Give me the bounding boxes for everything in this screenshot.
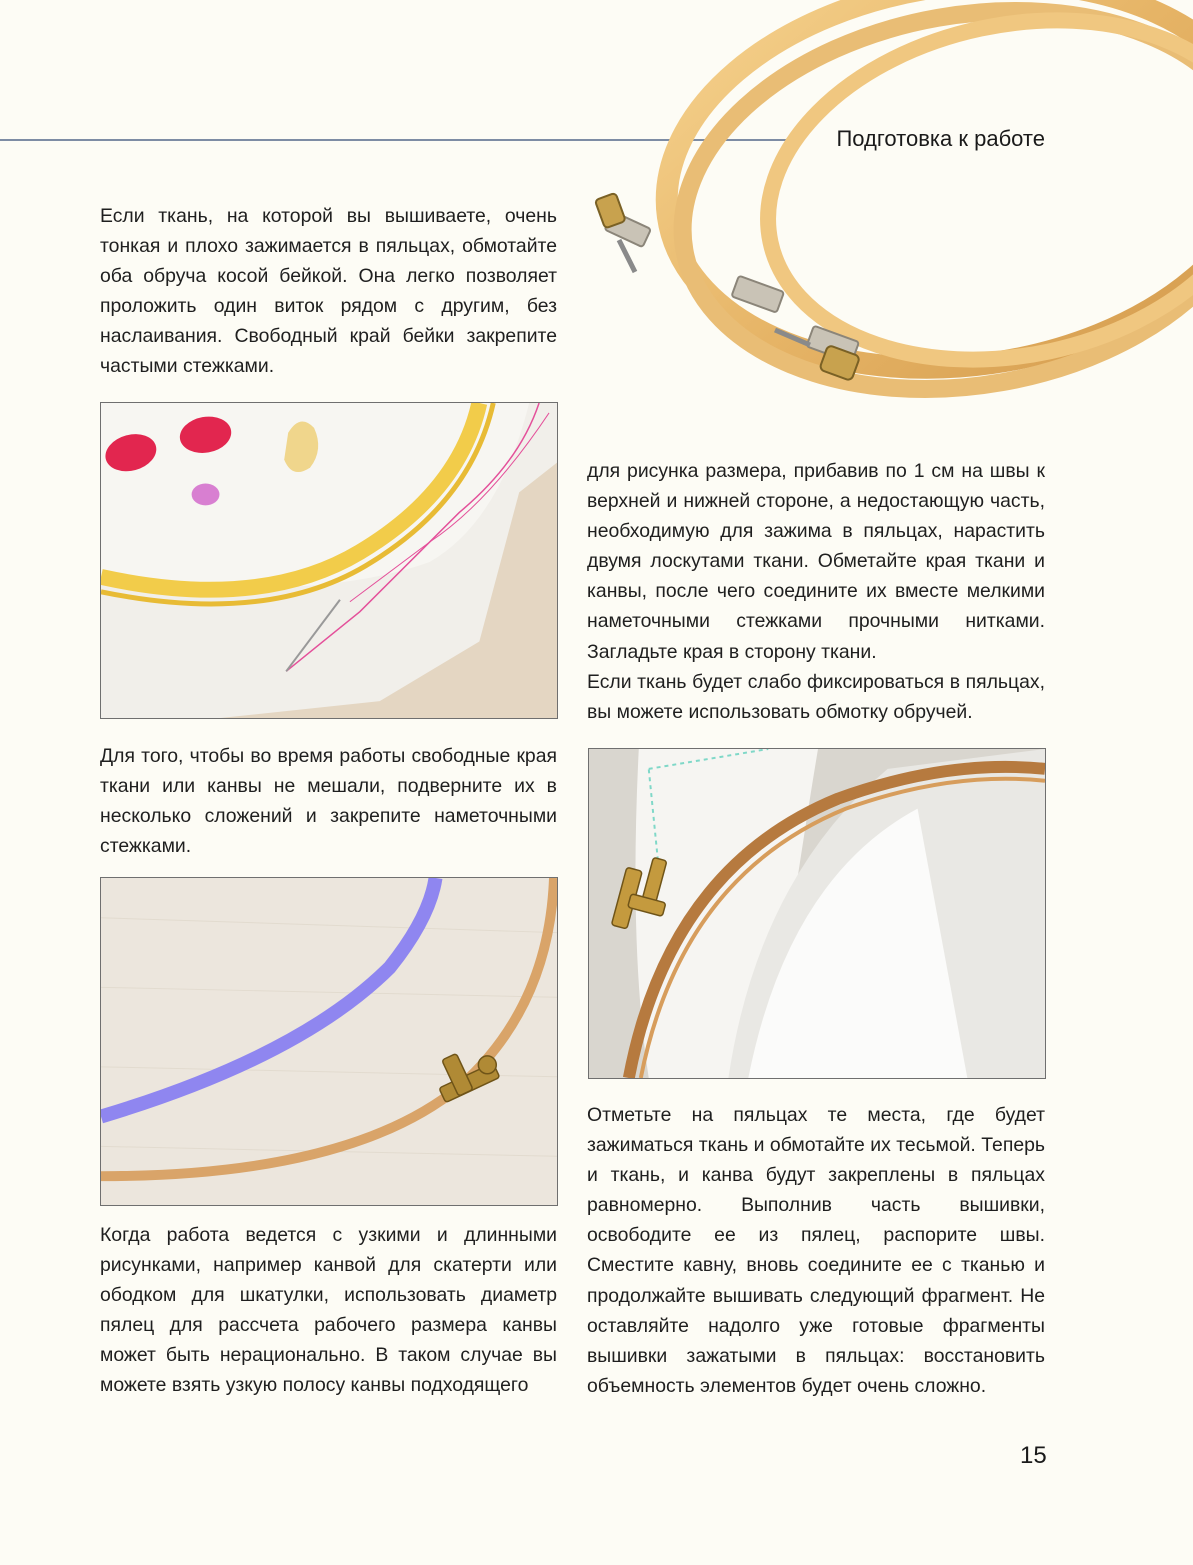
page-number: 15 (1020, 1442, 1047, 1469)
paragraph: Отметьте на пяльцах те места, где будет зажиматься ткань и обмотайте их тесьмой. Теперь и ткань, и канва будут закреплены в пяльцах равномерно. Выполнив часть вышивки, освободите ее из пялец, распорите швы. Сместите кавну, вновь соедините ее с тканью и продолжайте вышивать следующий фрагмент. Не оставляйте надолго уже готовые фрагменты вышивки зажатыми в пяльцах: восстановить объемность элементов будет очень сложно. (587, 1104, 1045, 1397)
paragraph: Когда работа ведется с узкими и длинными рисунками, например канвой для скатерти или ободком для шкатулки, использовать диаметр пялец для рассчета рабочего размера канвы может быть нерационально. В таком случае вы можете взять узкую полосу канвы подходящего (100, 1224, 557, 1397)
paragraph: для рисунка размера, прибавив по 1 см на швы к верхней и нижней стороне, а недостающую часть, необходимую для зажима в пяльцах, нарастить двумя лоскутами ткани. Обметайте края ткани и канвы, после чего соедините их вместе мелкими наметочными стежками прочными нитками. Загладьте края в сторону ткани. (587, 460, 1045, 663)
paragraph: Если ткань будет слабо фиксироваться в пяльцах, вы можете использовать обмотку обручей. (587, 670, 1045, 723)
left-text-3 (100, 1220, 557, 1401)
section-title: Подготовка к работе (836, 126, 1045, 151)
photo-wrapped-hoop (100, 877, 558, 1206)
right-text-2 (587, 1100, 1045, 1401)
photo-canvas-and-fabric-in-hoop (588, 748, 1046, 1079)
right-text-1 (587, 456, 1045, 727)
paragraph: Если ткань, на которой вы вышиваете, очень тонкая и плохо зажимается в пяльцах, обмотайте оба обруча косой бейкой. Она легко позволяет проложить один виток рядом с другим, без наслаивания. Свободный край бейки закрепите частыми стежками. (100, 205, 557, 378)
embroidery-hoops-photo (585, 0, 1193, 440)
left-text-2 (100, 741, 557, 861)
photo-yellow-hoop-embroidery (100, 402, 558, 719)
paragraph: Для того, чтобы во время работы свободные края ткани или канвы не мешали, подверните их в несколько сложений и закрепите наметочными стежками. (100, 745, 557, 858)
left-text-1 (100, 201, 557, 382)
